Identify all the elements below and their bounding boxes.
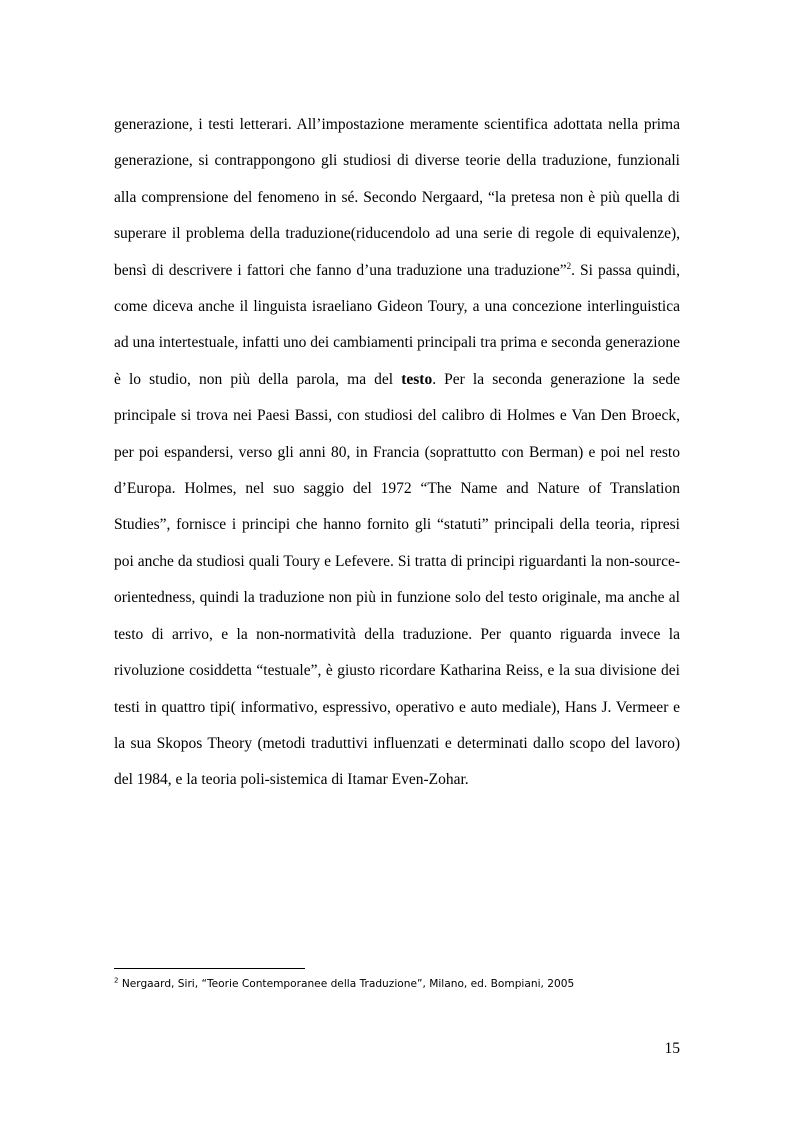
footnote-separator	[114, 968, 305, 969]
footnote-number: 2	[114, 976, 119, 985]
paragraph-text-part-3: . Per la seconda generazione la sede principale si trova nei Paesi Bassi, con studiosi del calibro di Holmes e Van Den Broeck, per poi espandersi, verso gli anni 80, in Francia (soprattutto con Berman) e poi nel resto d’Europa. Holmes, nel suo saggio del 1972 “The Name and Nature of Translation Studies”, fornisce i principi che hanno fornito gli “statuti” principali della teoria, ripresi poi anche da studiosi quali Toury e Lefevere. Si tratta di principi riguardanti la non-source-orientedness, quindi la traduzione non più in funzione solo del testo originale, ma anche al testo di arrivo, e la non-normatività della traduzione. Per quanto riguarda invece la rivoluzione cosiddetta “testuale”, è giusto ricordare Katharina Reiss, e la sua divisione dei testi in quattro tipi( informativo, espressivo, operativo e auto mediale), Hans J. Vermeer e la sua Skopos Theory (metodi traduttivi influenzati e determinati dallo scopo del lavoro) del 1984, e la teoria poli-sistemica di Itamar Even-Zohar.	[114, 370, 680, 789]
paragraph-text-part-2: . Si passa quindi, come diceva anche il linguista israeliano Gideon Toury, a una concezione interlinguistica ad una intertestuale, infatti uno dei cambiamenti principali tra prima e seconda generazione è lo studio, non più della parola, ma del	[114, 261, 680, 388]
paragraph-text-part-1: generazione, i testi letterari. All’impostazione meramente scientifica adottata nella prima generazione, si contrappongono gli studiosi di diverse teorie della traduzione, funzionali alla comprensione del fenomeno in sé. Secondo Nergaard, “la pretesa non è più quella di superare il problema della traduzione(riducendolo ad una serie di regole di equivalenze), bensì di descrivere i fattori che fanno d’una traduzione una traduzione”	[114, 116, 680, 279]
body-paragraph	[114, 107, 680, 799]
footnote-text: Nergaard, Siri, “Teorie Contemporanee della Traduzione”, Milano, ed. Bompiani, 2005	[118, 978, 575, 990]
footnote	[114, 976, 714, 992]
page-number: 15	[664, 1040, 680, 1057]
bold-word-testo: testo	[401, 370, 433, 388]
footnote-reference[interactable]: 2	[566, 260, 572, 271]
